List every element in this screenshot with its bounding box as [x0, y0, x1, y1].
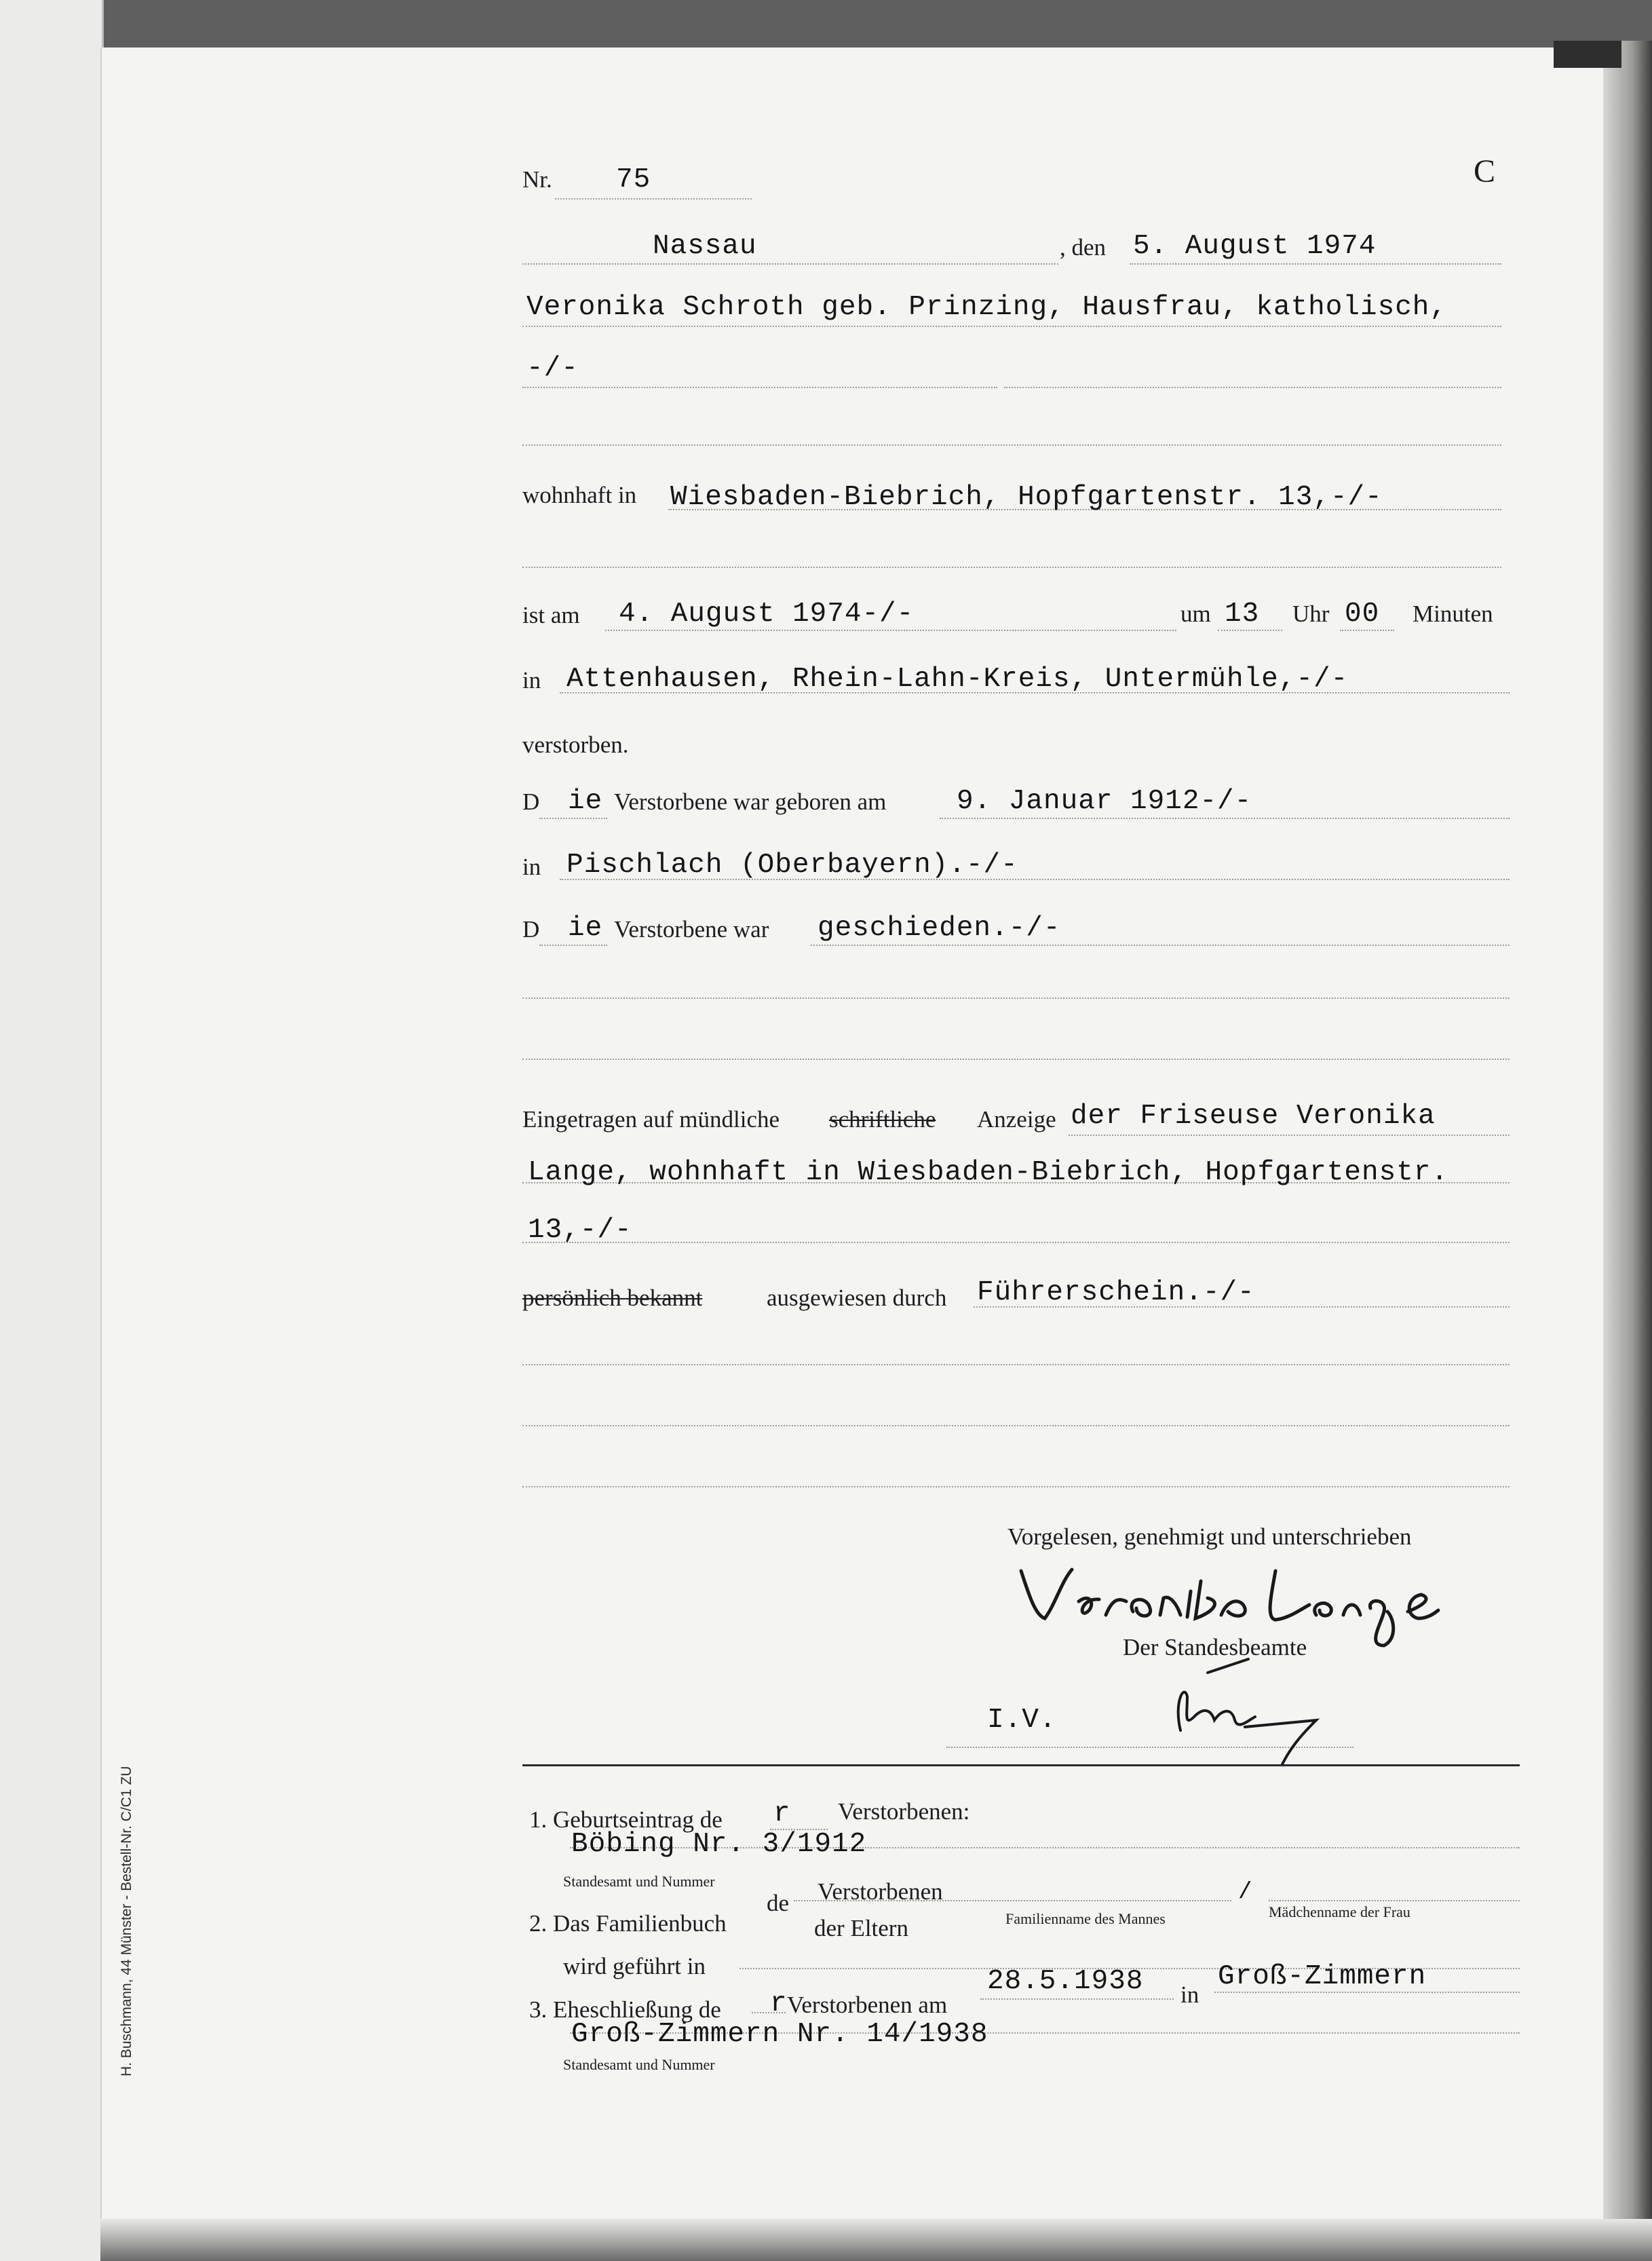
label-in-3: in: [1180, 1981, 1199, 2008]
label-geburtseintrag: 1. Geburtseintrag de: [529, 1806, 723, 1833]
label-schriftliche: schriftliche: [829, 1106, 936, 1133]
rule-person-2a: [522, 387, 997, 388]
label-verstorben: verstorben.: [522, 732, 629, 758]
suffix-r-2: r: [770, 1988, 788, 2019]
facing-page: [0, 0, 104, 2261]
label-vorgelesen: Vorgelesen, genehmigt und unterschrieben: [1007, 1523, 1412, 1550]
death-place: Attenhausen, Rhein-Lahn-Kreis, Untermühle,-/-: [566, 664, 1349, 695]
label-eingetragen: Eingetragen auf mündliche: [522, 1106, 780, 1133]
rule-blank-4: [522, 1425, 1510, 1426]
section-divider: [522, 1764, 1520, 1766]
rule-person-3: [522, 444, 1501, 446]
informant-line-2: Lange, wohnhaft in Wiesbaden-Biebrich, Hopfgartenstr.: [528, 1157, 1449, 1188]
marriage-date: 28.5.1938: [987, 1966, 1144, 1997]
form-letter: C: [1474, 153, 1496, 189]
label-uhr: Uhr: [1292, 601, 1330, 627]
label-familienname-mannes: Familienname des Mannes: [1005, 1910, 1166, 1927]
death-date: 4. August 1974-/-: [619, 598, 915, 630]
marriage-place: Groß-Zimmern: [1218, 1961, 1427, 1992]
registry-place: Nassau: [653, 231, 757, 262]
id-document: Führerschein.-/-: [977, 1277, 1255, 1308]
label-maedchenname: Mädchenname der Frau: [1269, 1903, 1410, 1920]
informant-line-3: 13,-/-: [528, 1215, 632, 1246]
rule-minutes: [1340, 630, 1394, 631]
label-ist-am: ist am: [522, 602, 580, 628]
record-number: 75: [616, 164, 651, 195]
rule-marital: [811, 945, 1510, 946]
informant-line-1: der Friseuse Veronika: [1071, 1101, 1436, 1132]
rule-person: [522, 326, 1501, 327]
label-verstorbenen: Verstorbenen: [818, 1878, 943, 1905]
signature-official: [1147, 1656, 1350, 1771]
label-standesbeamte: Der Standesbeamte: [1123, 1634, 1307, 1660]
rule-blank-2: [522, 1059, 1510, 1060]
rule-maedchenname: [1269, 1900, 1520, 1901]
rule-marriage-date: [980, 1998, 1174, 2000]
rule-birth-date: [940, 818, 1510, 819]
rule-blank-5: [522, 1486, 1510, 1487]
label-den: , den: [1060, 234, 1107, 261]
marriage-registry: Groß-Zimmern Nr. 14/1938: [571, 2019, 988, 2050]
label-ausgewiesen: ausgewiesen durch: [767, 1285, 947, 1311]
rule-person-2b: [1004, 387, 1501, 388]
label-wohnhaft: wohnhaft in: [522, 482, 637, 508]
rule-residence-2: [522, 567, 1501, 568]
rule-blank-1: [522, 998, 1510, 999]
label-nr: Nr.: [522, 166, 552, 193]
birth-date: 9. Januar 1912-/-: [957, 786, 1252, 817]
rule-hour: [1218, 630, 1282, 631]
book-edge-bottom: [100, 2219, 1652, 2261]
label-um: um: [1180, 601, 1211, 627]
suffix-r-1: r: [773, 1798, 791, 1829]
deceased-person-cont: -/-: [526, 353, 579, 384]
label-minuten: Minuten: [1413, 601, 1493, 627]
residence: Wiesbaden-Biebrich, Hopfgartenstr. 13,-/-: [670, 482, 1383, 513]
label-iv: I.V.: [987, 1705, 1057, 1736]
label-war: Verstorbene war: [614, 916, 769, 943]
printer-imprint: H. Buschmann, 44 Münster - Bestell-Nr. C/C1 ZU: [119, 1766, 134, 2076]
marital-status: geschieden.-/-: [818, 913, 1061, 944]
label-anzeige: Anzeige: [977, 1106, 1056, 1133]
label-der-eltern: der Eltern: [814, 1915, 908, 1941]
rule-suffix-1: [539, 818, 607, 819]
book-edge-right: [1603, 41, 1652, 2261]
label-de: de: [767, 1890, 790, 1916]
label-verstorbenen-colon: Verstorbenen:: [838, 1798, 970, 1825]
label-verstorbenen-am: Verstorbenen am: [787, 1992, 948, 2018]
deceased-person: Veronika Schroth geb. Prinzing, Hausfrau, katholisch,: [526, 292, 1448, 323]
birth-place: Pischlach (Oberbayern).-/-: [566, 850, 1018, 881]
label-slash: /: [1238, 1880, 1253, 1905]
rule-place: [522, 263, 1058, 265]
registry-date: 5. August 1974: [1133, 231, 1377, 262]
death-hour: 13: [1225, 598, 1260, 630]
rule-suffix-2: [539, 945, 607, 946]
label-geboren: Verstorbene war geboren am: [614, 788, 887, 815]
rule-informant-1: [1069, 1135, 1510, 1136]
label-standesamt-2: Standesamt und Nummer: [563, 2056, 715, 2073]
label-standesamt-1: Standesamt und Nummer: [563, 1873, 715, 1890]
birth-registry: Böbing Nr. 3/1912: [571, 1829, 867, 1860]
label-d-2: D: [522, 916, 540, 943]
label-familienbuch: 2. Das Familienbuch: [529, 1910, 727, 1937]
label-eheschliessung: 3. Eheschließung de: [529, 1996, 721, 2023]
rule-blank-3: [522, 1364, 1510, 1365]
book-cover-corner: [1554, 41, 1621, 68]
label-in: in: [522, 667, 541, 694]
rule-death-date: [605, 630, 1176, 631]
death-minutes: 00: [1345, 598, 1380, 630]
rule-nr: [555, 198, 752, 200]
label-persoenlich: persönlich bekannt: [522, 1285, 703, 1311]
label-gefuehrt: wird geführt in: [563, 1953, 706, 1979]
gender-suffix-1: ie: [568, 786, 603, 817]
rule-informant-3: [522, 1242, 1510, 1243]
gender-suffix-2: ie: [568, 913, 603, 944]
label-d-1: D: [522, 788, 540, 815]
label-in-2: in: [522, 854, 541, 880]
rule-date: [1130, 263, 1501, 265]
